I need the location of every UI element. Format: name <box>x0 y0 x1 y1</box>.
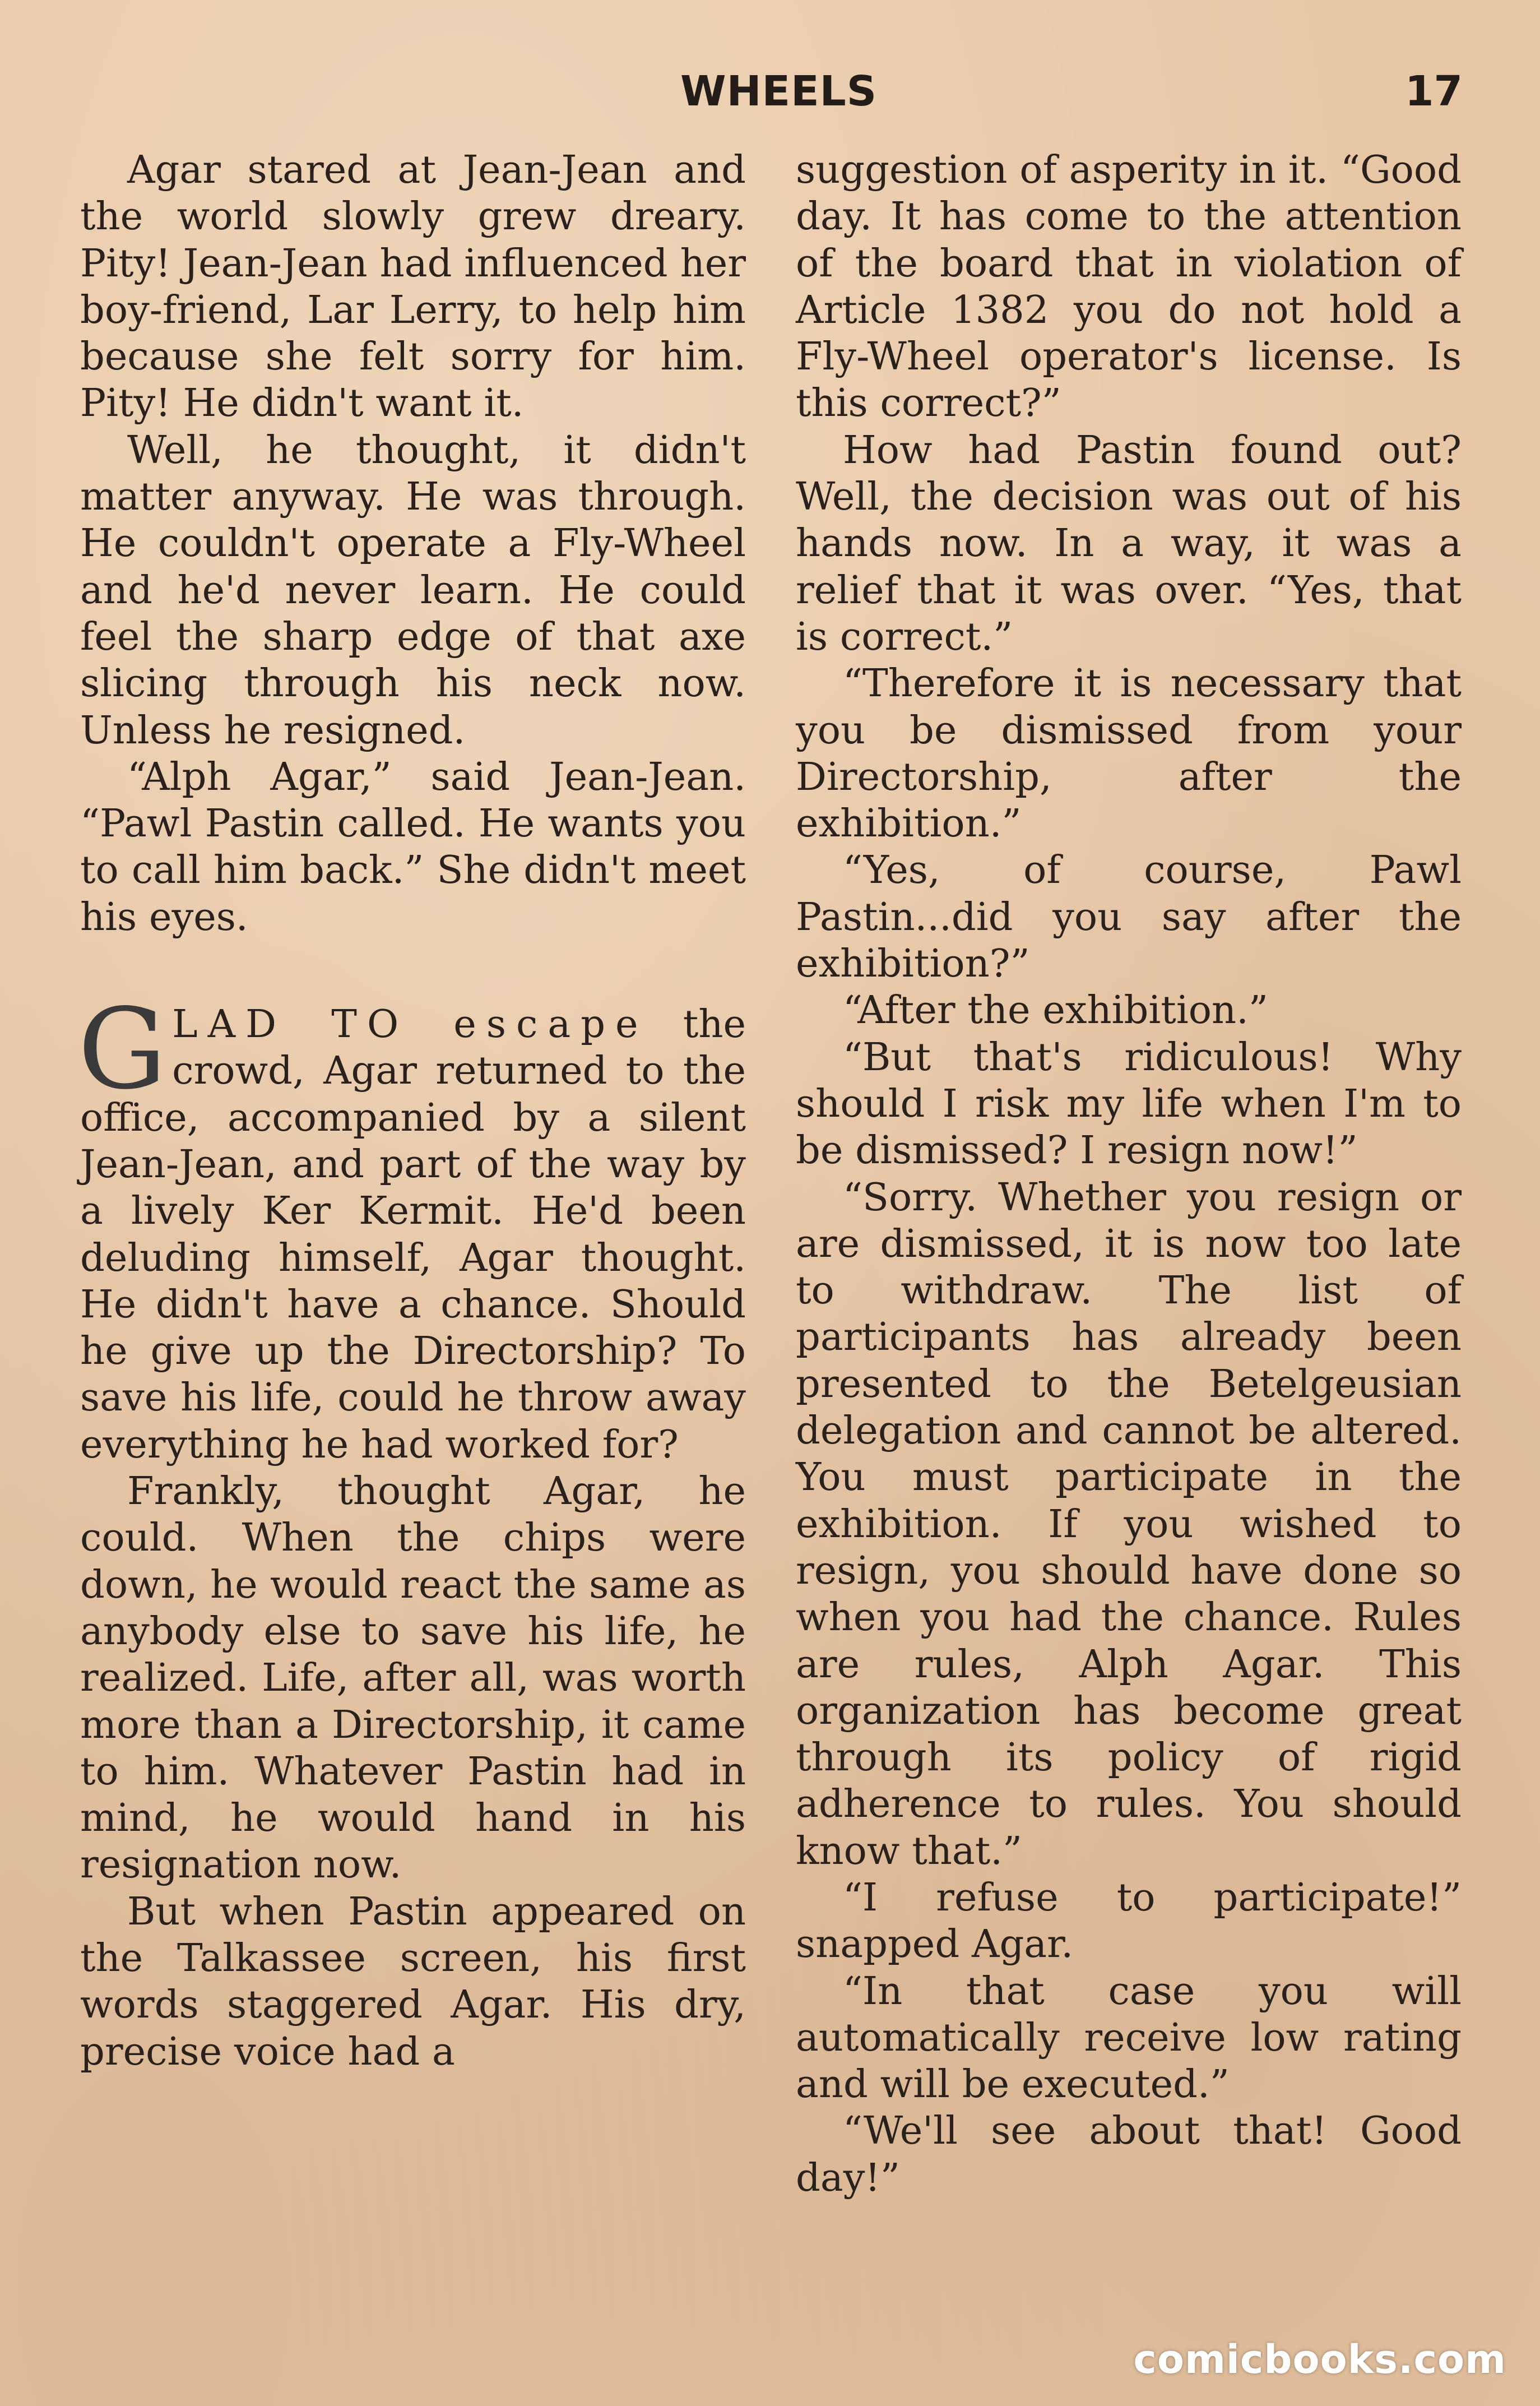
paragraph: But when Pastin appeared on the Talkassee screen, his first words staggered Agar. His dry, precise voice had a <box>80 1889 746 2074</box>
page-header <box>0 67 1540 129</box>
paragraph: “Sorry. Whether you resign or are dismissed, it is now too late to withdraw. The list of participants has already been presented to the Betelgeusian delegation and cannot be altered. You must participate in the exhibition. If you wished to resign, you should have done so when you had the chance. Rules are rules, Alph Agar. This organization has become great through its policy of rigid adherence to rules. You should know that.” <box>796 1174 1462 1873</box>
paragraph: “Yes, of course, Pawl Pastin...did you say after the exhibition?” <box>796 848 1462 987</box>
left-column <box>80 147 746 2075</box>
paragraph: “In that case you will automatically receive low rating and will be executed.” <box>796 1968 1462 2107</box>
paragraph: “After the exhibition.” <box>843 988 1268 1033</box>
paragraph: How had Pastin found out? Well, the decision was out of his hands now. In a way, it was a relief that it was over. “Yes, that is correct.” <box>796 427 1462 659</box>
paragraph: Frankly, thought Agar, he could. When the chips were down, he would react the same as anybody else to save his life, he realized. Life, after all, was worth more than a Directorship, it came to him. Whatever Pastin had in mind, he would hand in his resignation now. <box>80 1469 746 1887</box>
paragraph-text: the crowd, Agar returned to the office, accompanied by a silent Jean-Jean, and part of the way by a lively Ker Kermit. He'd been deluding himself, Agar thought. He didn't have a chance. Should he give up the Directorship? To save his life, could he throw away everything he had worked for? <box>80 1002 746 1467</box>
paragraph: “I refuse to participate!” snapped Agar. <box>796 1875 1462 1967</box>
source-watermark: comicbooks.com <box>1133 2336 1506 2382</box>
paragraph: Well, he thought, it didn't matter anyway. He was through. He couldn't operate a Fly-Wheel and he'd never learn. He could feel the sharp edge of that axe slicing through his neck now. Unless he resigned. <box>80 427 746 753</box>
paragraph: “We'll see about that! Good day!” <box>796 2108 1462 2200</box>
paragraph: “Therefore it is necessary that you be dismissed from your Directorship, after the exhibition.” <box>796 661 1462 846</box>
paragraph: “But that's ridiculous! Why should I risk my life when I'm to be dismissed? I resign now!” <box>796 1034 1462 1173</box>
drop-cap: G <box>78 984 167 1114</box>
paragraph: Agar stared at Jean-Jean and the world slowly grew dreary. Pity! Jean-Jean had influenced her boy-friend, Lar Lerry, to help him because she felt sorry for him. Pity! He didn't want it. <box>80 147 746 426</box>
right-column <box>796 147 1462 2201</box>
spaced-opening-words: LAD TO escape <box>172 1002 648 1047</box>
section-opening-paragraph <box>78 984 746 1468</box>
running-title: WHEELS <box>680 67 878 115</box>
paragraph: suggestion of asperity in it. “Good day. It has come to the attention of the board that in violation of Article 1382 you do not hold a Fly-Wheel operator's license. Is this correct?” <box>796 147 1462 426</box>
paragraph: “Alph Agar,” said Jean-Jean. “Pawl Pastin called. He wants you to call him back.” She didn't meet his eyes. <box>80 754 746 940</box>
page-number: 17 <box>1405 67 1463 115</box>
